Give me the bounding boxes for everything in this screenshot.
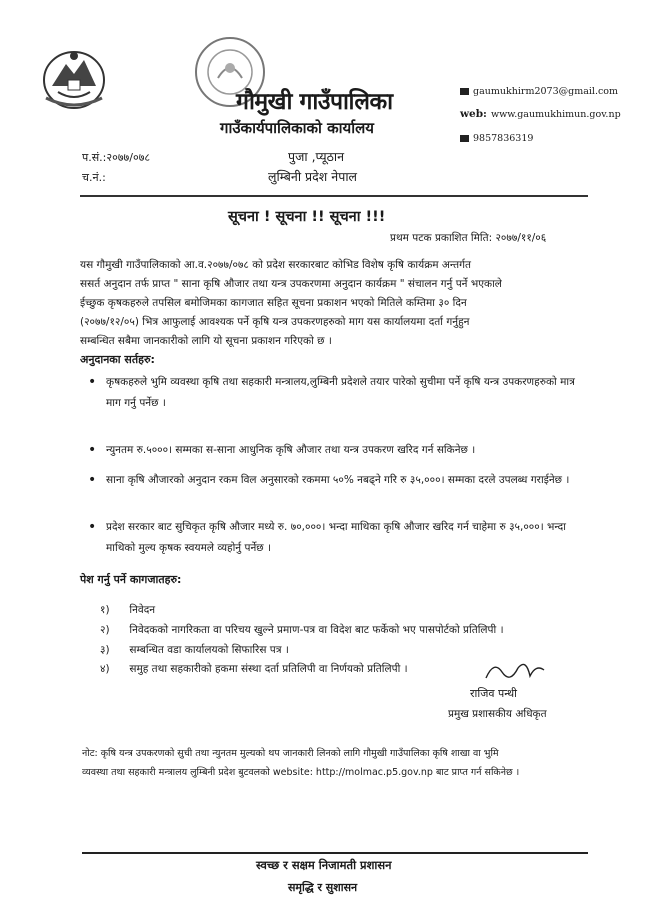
notice-heading: सूचना ! सूचना !! सूचना !!!: [228, 209, 386, 225]
note-text: [82, 744, 588, 782]
footer-divider: [82, 852, 588, 854]
phone-text: 9857836319: [473, 133, 534, 144]
signer-name: राजिव पन्थी: [470, 687, 518, 700]
document-item: [100, 662, 408, 676]
paragraph-line: यस गौमुखी गाउँपालिकाको आ.व.२०७७/०७८ को प्रदेश सरकारबाट कोभिड विशेष कृषि कार्यक्रम अन्तर्गत: [80, 259, 472, 271]
contact-email: [460, 86, 618, 97]
contact-phone: [460, 133, 533, 144]
signer-title: प्रमुख प्रशासकीय अधिकृत: [448, 708, 547, 720]
office-name: गाउँकार्यपालिकाको कार्यालय: [220, 119, 375, 137]
documents-heading: पेश गर्नु पर्ने कागजातहरु:: [80, 573, 182, 586]
reference-number: प.सं.:२०७७/०७८: [82, 151, 151, 164]
web-text: www.gaumukhimun.gov.np: [490, 108, 621, 120]
document-item: [100, 623, 504, 637]
header-divider: [80, 195, 588, 197]
document-text: सम्बन्धित वडा कार्यालयको सिफारिस पत्र ।: [129, 644, 289, 656]
dispatch-number: च.नं.:: [82, 171, 106, 184]
province-name: लुम्बिनी प्रदेश नेपाल: [268, 169, 358, 184]
notice-paragraph: [80, 256, 588, 351]
footer-slogan: समृद्धि र सुशासन: [288, 881, 358, 894]
signature-icon: [480, 656, 550, 684]
email-text: gaumukhirm2073@gmail.com: [473, 86, 619, 97]
condition-item: • कृषकहरुले भुमि व्यवस्था कृषि तथा सहकारी मन्त्रालय,लुम्बिनी प्रदेशले तयार पारेको सुचीमा पर्ने कृषि यन्त्र उपकरणहरुको मात्र माग गर्नु पर्नेछ ।: [106, 372, 584, 414]
document-item: [100, 603, 155, 617]
note-line: नोट: कृषि यन्त्र उपकरणको सुची तथा न्युनतम मुल्यको थप जानकारी लिनको लागि गौमुखी गाउँपालिका कृषि शाखा वा भुमि: [82, 748, 499, 759]
contact-web: [460, 108, 621, 120]
conditions-heading: अनुदानका सर्तहरु:: [80, 353, 155, 366]
document-number: २): [100, 624, 110, 636]
note-line: व्यवस्था तथा सहकारी मन्त्रालय लुम्बिनी प्रदेश बुटवलको website: http://molmac.p5.gov.np बाट प्राप्त गर्न सकिनेछ ।: [82, 767, 520, 778]
web-label: web:: [460, 108, 487, 120]
email-icon: [460, 88, 469, 95]
document-text: निवेदन: [129, 604, 156, 616]
published-date: प्रथम पटक प्रकाशित मिति: २०७७/११/०६: [390, 232, 547, 244]
condition-item: • प्रदेश सरकार बाट सुचिकृत कृषि औजार मध्ये रु. ७०,०००। भन्दा माथिका कृषि औजार खरिद गर्न चाहेमा रु ३५,०००। भन्दा माथिको मुल्य कृषक स्वयमले व्यहोर्नु पर्नेछ ।: [106, 517, 584, 559]
paragraph-line: ईच्छुक कृषकहरुले तपसिल बमोजिमका कागजात सहित सूचना प्रकाशन भएको मितिले कम्तिमा ३० दिन: [80, 297, 467, 309]
document-number: ३): [100, 644, 110, 656]
office-location: पुजा ,प्यूठान: [288, 149, 345, 164]
nepal-emblem-icon: [38, 46, 110, 112]
paragraph-line: (२०७७/१२/०५) भित्र आफुलाई आवश्यक पर्ने कृषि यन्त्र उपकरणहरुको माग यस कार्यालयमा दर्ता गर्नुहुन: [80, 316, 470, 328]
document-text: निवेदकको नागरिकता वा परिचय खुल्ने प्रमाण-पत्र वा विदेश बाट फर्केको भए पासपोर्टको प्रतिलिपी ।: [129, 624, 504, 636]
condition-item: • न्युनतम रु.५०००। सम्मका स-साना आधुनिक कृषि औजार तथा यन्त्र उपकरण खरिद गर्न सकिनेछ ।: [106, 440, 584, 461]
document-number: १): [100, 604, 110, 616]
page-title: गौमुखी गाउँपालिका: [236, 89, 393, 115]
document-text: समुह तथा सहकारीको हकमा संस्था दर्ता प्रतिलिपी वा निर्णयको प्रतिलिपी ।: [129, 663, 408, 675]
document-item: [100, 643, 289, 657]
paragraph-line: ससर्त अनुदान तर्फ प्राप्त " साना कृषि औजार तथा यन्त्र उपकरणमा अनुदान कार्यक्रम " संचालन गर्नु पर्ने भएकाले: [80, 278, 502, 290]
paragraph-line: सम्बन्धित सबैमा जानकारीको लागि यो सूचना प्रकाशन गरिएको छ ।: [80, 335, 332, 347]
footer-motto: स्वच्छ र सक्षम निजामती प्रशासन: [256, 858, 392, 872]
phone-icon: [460, 135, 469, 142]
document-number: ४): [100, 663, 110, 675]
condition-item: • साना कृषि औजारको अनुदान रकम विल अनुसारको रकममा ५०% नबढ्ने गरि रु ३५,०००। सम्मका दरले उपलब्ध गराईनेछ ।: [106, 470, 584, 491]
